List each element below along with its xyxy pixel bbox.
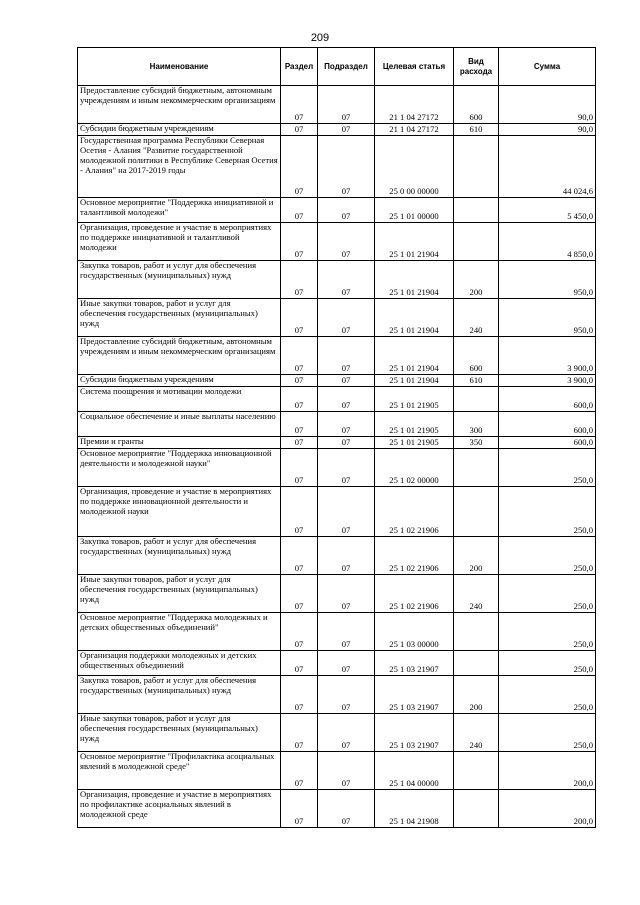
table-row bbox=[78, 449, 596, 487]
row-vid: 200 bbox=[454, 261, 499, 299]
row-podrazdel: 07 bbox=[318, 437, 375, 449]
row-name-text: Субсидии бюджетным учреждениям bbox=[80, 123, 214, 133]
row-vid bbox=[454, 752, 499, 790]
row-razdel: 07 bbox=[281, 676, 318, 714]
row-summa: 950,0 bbox=[499, 261, 596, 299]
row-name-text: Иные закупки товаров, работ и услуг для обеспечения государственных (муниципальных) нужд bbox=[80, 298, 258, 328]
row-name bbox=[78, 651, 281, 676]
row-name-text: Премии и гранты bbox=[80, 436, 144, 446]
row-statya: 25 1 02 21906 bbox=[375, 487, 454, 537]
row-name-text: Система поощрения и мотивации молодежи bbox=[80, 386, 242, 396]
header-name: Наименование bbox=[78, 48, 281, 86]
row-vid bbox=[454, 387, 499, 412]
row-summa: 950,0 bbox=[499, 299, 596, 337]
table-row bbox=[78, 752, 596, 790]
row-summa: 3 900,0 bbox=[499, 337, 596, 375]
row-summa: 250,0 bbox=[499, 449, 596, 487]
row-vid: 240 bbox=[454, 714, 499, 752]
row-statya: 25 1 03 21907 bbox=[375, 676, 454, 714]
row-razdel: 07 bbox=[281, 714, 318, 752]
row-razdel: 07 bbox=[281, 124, 318, 136]
row-razdel: 07 bbox=[281, 613, 318, 651]
row-name bbox=[78, 437, 281, 449]
row-podrazdel: 07 bbox=[318, 198, 375, 223]
row-summa: 90,0 bbox=[499, 124, 596, 136]
row-statya: 25 1 01 21904 bbox=[375, 337, 454, 375]
row-statya: 25 1 01 21904 bbox=[375, 223, 454, 261]
row-vid: 300 bbox=[454, 412, 499, 437]
page-number: 209 bbox=[310, 32, 330, 44]
header-razdel: Раздел bbox=[281, 48, 318, 86]
table-row bbox=[78, 537, 596, 575]
row-statya: 25 1 01 00000 bbox=[375, 198, 454, 223]
row-name-text: Закупка товаров, работ и услуг для обеспечения государственных (муниципальных) нужд bbox=[80, 675, 257, 695]
row-podrazdel: 07 bbox=[318, 676, 375, 714]
row-podrazdel: 07 bbox=[318, 651, 375, 676]
table-row bbox=[78, 337, 596, 375]
row-razdel: 07 bbox=[281, 449, 318, 487]
row-summa: 90,0 bbox=[499, 86, 596, 124]
row-statya: 25 1 02 00000 bbox=[375, 449, 454, 487]
row-name-text: Предоставление субсидий бюджетным, автономным учреждениям и иным некоммерческим организациям bbox=[80, 85, 276, 105]
table-row bbox=[78, 412, 596, 437]
row-vid: 600 bbox=[454, 86, 499, 124]
row-summa: 250,0 bbox=[499, 676, 596, 714]
row-podrazdel: 07 bbox=[318, 613, 375, 651]
row-name bbox=[78, 299, 281, 337]
row-vid bbox=[454, 790, 499, 828]
row-name bbox=[78, 449, 281, 487]
header-statya: Целевая статья bbox=[375, 48, 454, 86]
row-name bbox=[78, 375, 281, 387]
row-summa: 600,0 bbox=[499, 412, 596, 437]
row-podrazdel: 07 bbox=[318, 223, 375, 261]
row-name bbox=[78, 86, 281, 124]
row-vid bbox=[454, 198, 499, 223]
table-row bbox=[78, 613, 596, 651]
row-razdel: 07 bbox=[281, 790, 318, 828]
row-podrazdel: 07 bbox=[318, 299, 375, 337]
row-statya: 25 1 03 21907 bbox=[375, 651, 454, 676]
row-statya: 25 1 01 21904 bbox=[375, 261, 454, 299]
row-statya: 25 1 01 21905 bbox=[375, 387, 454, 412]
row-statya: 21 1 04 27172 bbox=[375, 124, 454, 136]
row-name bbox=[78, 412, 281, 437]
header-summa: Сумма bbox=[499, 48, 596, 86]
table-row bbox=[78, 261, 596, 299]
row-statya: 25 1 02 21906 bbox=[375, 575, 454, 613]
row-name bbox=[78, 337, 281, 375]
row-podrazdel: 07 bbox=[318, 124, 375, 136]
row-podrazdel: 07 bbox=[318, 136, 375, 198]
row-vid: 610 bbox=[454, 124, 499, 136]
row-name bbox=[78, 487, 281, 537]
row-vid bbox=[454, 651, 499, 676]
table-row bbox=[78, 487, 596, 537]
row-name-text: Основное мероприятие "Поддержка инновационной деятельности и молодежной науки" bbox=[80, 448, 272, 468]
row-summa: 44 024,6 bbox=[499, 136, 596, 198]
row-razdel: 07 bbox=[281, 261, 318, 299]
row-summa: 250,0 bbox=[499, 714, 596, 752]
row-summa: 250,0 bbox=[499, 651, 596, 676]
row-podrazdel: 07 bbox=[318, 714, 375, 752]
row-summa: 200,0 bbox=[499, 790, 596, 828]
row-name-text: Организация поддержки молодежных и детских общественных объединений bbox=[80, 650, 257, 670]
row-razdel: 07 bbox=[281, 575, 318, 613]
row-vid bbox=[454, 449, 499, 487]
row-name-text: Социальное обеспечение и иные выплаты населению bbox=[80, 411, 276, 421]
row-razdel: 07 bbox=[281, 223, 318, 261]
row-razdel: 07 bbox=[281, 487, 318, 537]
table-row bbox=[78, 790, 596, 828]
row-podrazdel: 07 bbox=[318, 575, 375, 613]
row-name-text: Субсидии бюджетным учреждениям bbox=[80, 374, 214, 384]
row-vid: 200 bbox=[454, 676, 499, 714]
row-statya: 25 1 01 21904 bbox=[375, 299, 454, 337]
row-vid: 240 bbox=[454, 575, 499, 613]
row-name bbox=[78, 537, 281, 575]
table-row bbox=[78, 223, 596, 261]
budget-table bbox=[77, 47, 596, 828]
row-name-text: Иные закупки товаров, работ и услуг для обеспечения государственных (муниципальных) нужд bbox=[80, 574, 258, 604]
table-row bbox=[78, 299, 596, 337]
row-name-text: Закупка товаров, работ и услуг для обеспечения государственных (муниципальных) нужд bbox=[80, 536, 257, 556]
row-statya: 25 1 04 00000 bbox=[375, 752, 454, 790]
table-row bbox=[78, 714, 596, 752]
header-vid: Вид расхода bbox=[454, 48, 499, 86]
row-name bbox=[78, 676, 281, 714]
header-podrazdel: Подраздел bbox=[318, 48, 375, 86]
row-name bbox=[78, 261, 281, 299]
header-row bbox=[78, 48, 596, 86]
row-summa: 250,0 bbox=[499, 487, 596, 537]
row-vid bbox=[454, 223, 499, 261]
row-razdel: 07 bbox=[281, 375, 318, 387]
row-statya: 21 1 04 27172 bbox=[375, 86, 454, 124]
row-summa: 5 450,0 bbox=[499, 198, 596, 223]
row-podrazdel: 07 bbox=[318, 261, 375, 299]
row-razdel: 07 bbox=[281, 387, 318, 412]
row-razdel: 07 bbox=[281, 412, 318, 437]
row-name bbox=[78, 714, 281, 752]
table-row bbox=[78, 575, 596, 613]
row-razdel: 07 bbox=[281, 337, 318, 375]
row-name bbox=[78, 790, 281, 828]
table-row bbox=[78, 387, 596, 412]
row-statya: 25 1 03 21907 bbox=[375, 714, 454, 752]
row-name-text: Предоставление субсидий бюджетным, автономным учреждениям и иным некоммерческим организациям bbox=[80, 336, 276, 356]
table-row bbox=[78, 124, 596, 136]
row-name-text: Основное мероприятие "Поддержка инициативной и талантливой молодежи" bbox=[80, 197, 274, 217]
row-razdel: 07 bbox=[281, 86, 318, 124]
row-statya: 25 1 04 21908 bbox=[375, 790, 454, 828]
row-name bbox=[78, 223, 281, 261]
row-podrazdel: 07 bbox=[318, 790, 375, 828]
row-podrazdel: 07 bbox=[318, 752, 375, 790]
row-name bbox=[78, 198, 281, 223]
row-vid: 600 bbox=[454, 337, 499, 375]
row-name-text: Иные закупки товаров, работ и услуг для обеспечения государственных (муниципальных) нужд bbox=[80, 713, 258, 743]
table-row bbox=[78, 375, 596, 387]
row-name bbox=[78, 136, 281, 198]
row-podrazdel: 07 bbox=[318, 387, 375, 412]
row-name bbox=[78, 124, 281, 136]
row-vid bbox=[454, 136, 499, 198]
row-statya: 25 0 00 00000 bbox=[375, 136, 454, 198]
row-name-text: Основное мероприятие "Профилактика асоциальных явлений в молодежной среде" bbox=[80, 751, 275, 771]
table-row bbox=[78, 198, 596, 223]
row-summa: 600,0 bbox=[499, 437, 596, 449]
row-vid: 200 bbox=[454, 537, 499, 575]
table-row bbox=[78, 651, 596, 676]
row-summa: 3 900,0 bbox=[499, 375, 596, 387]
row-statya: 25 1 02 21906 bbox=[375, 537, 454, 575]
table-row bbox=[78, 437, 596, 449]
row-name bbox=[78, 613, 281, 651]
row-vid: 240 bbox=[454, 299, 499, 337]
table-row bbox=[78, 136, 596, 198]
row-vid: 350 bbox=[454, 437, 499, 449]
row-summa: 200,0 bbox=[499, 752, 596, 790]
row-statya: 25 1 03 00000 bbox=[375, 613, 454, 651]
row-podrazdel: 07 bbox=[318, 449, 375, 487]
row-name-text: Организация, проведение и участие в мероприятиях по профилактике асоциальных явлений в молодежной среде bbox=[80, 789, 272, 819]
row-summa: 250,0 bbox=[499, 613, 596, 651]
row-razdel: 07 bbox=[281, 198, 318, 223]
row-name-text: Закупка товаров, работ и услуг для обеспечения государственных (муниципальных) нужд bbox=[80, 260, 257, 280]
row-razdel: 07 bbox=[281, 651, 318, 676]
row-summa: 250,0 bbox=[499, 537, 596, 575]
row-summa: 4 850,0 bbox=[499, 223, 596, 261]
table-row bbox=[78, 676, 596, 714]
row-vid bbox=[454, 487, 499, 537]
row-name bbox=[78, 387, 281, 412]
row-name bbox=[78, 752, 281, 790]
row-statya: 25 1 01 21905 bbox=[375, 412, 454, 437]
row-podrazdel: 07 bbox=[318, 337, 375, 375]
row-statya: 25 1 01 21904 bbox=[375, 375, 454, 387]
table-body bbox=[78, 86, 596, 828]
row-name bbox=[78, 575, 281, 613]
row-razdel: 07 bbox=[281, 136, 318, 198]
row-razdel: 07 bbox=[281, 537, 318, 575]
row-statya: 25 1 01 21905 bbox=[375, 437, 454, 449]
row-summa: 600,0 bbox=[499, 387, 596, 412]
row-name-text: Организация, проведение и участие в мероприятиях по поддержке инициативной и талантливой молодежи bbox=[80, 222, 272, 252]
row-vid: 610 bbox=[454, 375, 499, 387]
row-razdel: 07 bbox=[281, 752, 318, 790]
row-name-text: Государственная программа Республики Северная Осетия - Алания "Развитие государственной молодежной политики в Республике Северная Осетия - Алания" на 2017-2019 годы bbox=[80, 135, 278, 175]
row-podrazdel: 07 bbox=[318, 375, 375, 387]
row-razdel: 07 bbox=[281, 437, 318, 449]
row-podrazdel: 07 bbox=[318, 487, 375, 537]
row-razdel: 07 bbox=[281, 299, 318, 337]
row-vid bbox=[454, 613, 499, 651]
row-summa: 250,0 bbox=[499, 575, 596, 613]
row-podrazdel: 07 bbox=[318, 537, 375, 575]
row-podrazdel: 07 bbox=[318, 86, 375, 124]
row-name-text: Организация, проведение и участие в мероприятиях по поддержке инновационной деятельности и молодежной науки bbox=[80, 486, 272, 516]
row-podrazdel: 07 bbox=[318, 412, 375, 437]
table-row bbox=[78, 86, 596, 124]
row-name-text: Основное мероприятие "Поддержка молодежных и детских общественных объединений" bbox=[80, 612, 268, 632]
